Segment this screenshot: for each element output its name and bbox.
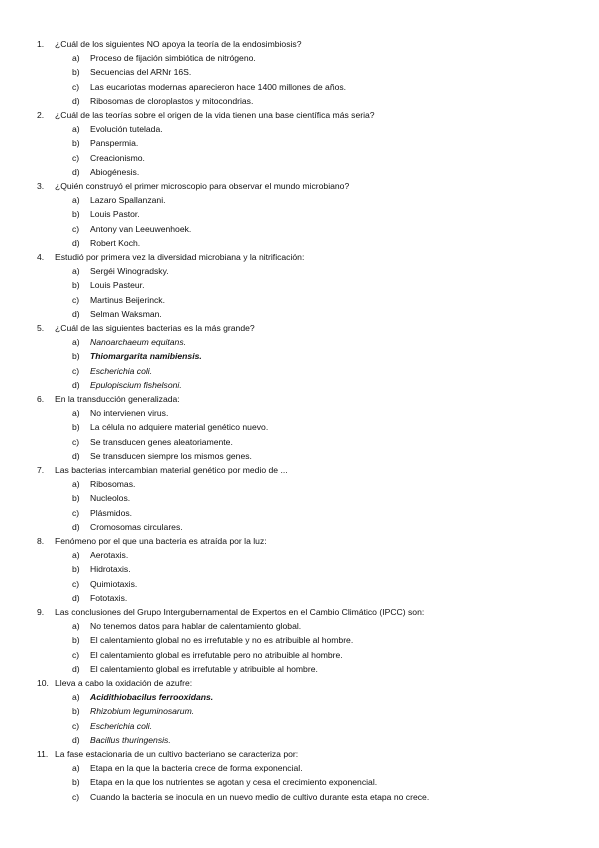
option-letter: a)	[72, 692, 80, 703]
option-text: Cromosomas circulares.	[90, 521, 183, 532]
option-letter: c)	[72, 649, 80, 660]
option-text: Louis Pastor.	[90, 209, 140, 220]
option-text: Hidrotaxis.	[90, 564, 131, 575]
option-letter: a)	[72, 763, 80, 774]
option-letter: d)	[72, 592, 80, 603]
option-text: Bacillus thuringensis.	[90, 734, 171, 745]
question-number: 3.	[37, 181, 45, 191]
option-letter: a)	[72, 550, 80, 561]
option-letter: b)	[72, 777, 80, 788]
option-text: No tenemos datos para hablar de calentamiento global.	[90, 621, 302, 632]
question-text: ¿Cuál de los siguientes NO apoya la teoría de la endosimbiosis?	[55, 39, 302, 49]
option-text: Plásmidos.	[90, 507, 133, 518]
option-text: Sergéi Winogradsky.	[90, 266, 169, 277]
option-letter: d)	[72, 734, 80, 745]
question-text: Fenómeno por el que una bacteria es atraída por la luz:	[55, 536, 267, 546]
option-letter: d)	[72, 521, 80, 532]
option-text: Ribosomas.	[90, 479, 136, 490]
option-text: Nanoarchaeum equitans.	[90, 337, 187, 348]
question-number: 9.	[37, 607, 45, 617]
option-letter: b)	[72, 422, 80, 433]
option-letter: b)	[72, 564, 80, 575]
question-number: 2.	[37, 110, 45, 120]
option-letter: b)	[72, 280, 80, 291]
question-text: Estudió por primera vez la diversidad microbiana y la nitrificación:	[55, 252, 305, 262]
option-text: Louis Pasteur.	[90, 280, 145, 291]
question-text: La fase estacionaria de un cultivo bacteriano se caracteriza por:	[55, 749, 299, 759]
option-letter: b)	[72, 209, 80, 220]
option-letter: c)	[72, 365, 80, 376]
option-text: Se transducen siempre los mismos genes.	[90, 450, 252, 461]
question-number: 1.	[37, 39, 45, 49]
option-text: Cuando la bacteria se inocula en un nuevo medio de cultivo durante esta etapa no crece.	[90, 791, 430, 802]
option-text: Etapa en la que la bacteria crece de forma exponencial.	[90, 763, 303, 774]
option-text: Panspermia.	[90, 138, 139, 149]
question-number: 6.	[37, 394, 45, 404]
option-letter: c)	[72, 720, 80, 731]
option-letter: d)	[72, 308, 80, 319]
question-text: ¿Cuál de las siguientes bacterias es la más grande?	[55, 323, 255, 333]
option-text: El calentamiento global es irrefutable y atribuible al hombre.	[90, 663, 318, 674]
option-letter: d)	[72, 663, 80, 674]
option-text: Fototaxis.	[90, 592, 128, 603]
option-letter: a)	[72, 408, 80, 419]
question-number: 5.	[37, 323, 45, 333]
question-text: Las conclusiones del Grupo Intergubernamental de Expertos en el Cambio Climático (IPCC) son:	[55, 607, 425, 617]
option-letter: a)	[72, 53, 80, 64]
option-letter: c)	[72, 81, 80, 92]
option-text: Robert Koch.	[90, 237, 141, 248]
option-letter: c)	[72, 152, 80, 163]
option-letter: c)	[72, 223, 80, 234]
option-text: Creacionismo.	[90, 152, 145, 163]
option-letter: c)	[72, 507, 80, 518]
option-text: Las eucariotas modernas aparecieron hace 1400 millones de años.	[90, 81, 347, 92]
question-number: 8.	[37, 536, 45, 546]
option-text: Martinus Beijerinck.	[90, 294, 165, 305]
option-text: La célula no adquiere material genético nuevo.	[90, 422, 269, 433]
option-letter: d)	[72, 95, 80, 106]
option-text: Quimiotaxis.	[90, 578, 138, 589]
option-letter: b)	[72, 706, 80, 717]
option-text: Rhizobium leguminosarum.	[90, 706, 195, 717]
option-text: Nucleolos.	[90, 493, 131, 504]
option-text: Evolución tutelada.	[90, 124, 163, 135]
question-number: 11.	[37, 749, 49, 759]
option-text: Aerotaxis.	[90, 550, 129, 561]
option-letter: a)	[72, 621, 80, 632]
option-text: Escherichia coli.	[90, 365, 153, 376]
option-text: Ribosomas de cloroplastos y mitocondrias.	[90, 95, 254, 106]
option-text: Secuencias del ARNr 16S.	[90, 67, 192, 78]
question-text: En la transducción generalizada:	[55, 394, 180, 404]
option-letter: a)	[72, 337, 80, 348]
option-text: El calentamiento global no es irrefutable y no es atribuible al hombre.	[90, 635, 354, 646]
option-letter: b)	[72, 493, 80, 504]
option-letter: c)	[72, 436, 80, 447]
option-letter: d)	[72, 237, 80, 248]
option-text: Se transducen genes aleatoriamente.	[90, 436, 233, 447]
option-text: No intervienen virus.	[90, 408, 169, 419]
question-number: 4.	[37, 252, 45, 262]
option-text: Antony van Leeuwenhoek.	[90, 223, 192, 234]
option-letter: a)	[72, 479, 80, 490]
option-letter: a)	[72, 195, 80, 206]
option-text: Escherichia coli.	[90, 720, 153, 731]
option-letter: b)	[72, 67, 80, 78]
option-text: Thiomargarita namibiensis.	[90, 351, 202, 362]
question-text: ¿Quién construyó el primer microscopio para observar el mundo microbiano?	[55, 181, 350, 191]
option-letter: b)	[72, 635, 80, 646]
question-text: Las bacterias intercambian material genético por medio de ...	[55, 465, 288, 475]
option-letter: d)	[72, 166, 80, 177]
option-text: Proceso de fijación simbiótica de nitrógeno.	[90, 53, 256, 64]
question-number: 7.	[37, 465, 45, 475]
option-letter: b)	[72, 138, 80, 149]
option-letter: d)	[72, 450, 80, 461]
option-letter: a)	[72, 124, 80, 135]
option-text: Lazaro Spallanzani.	[90, 195, 166, 206]
option-text: Etapa en la que los nutrientes se agotan y cesa el crecimiento exponencial.	[90, 777, 378, 788]
option-text: Abiogénesis.	[90, 166, 140, 177]
option-letter: c)	[72, 791, 80, 802]
option-letter: b)	[72, 351, 80, 362]
option-letter: d)	[72, 379, 80, 390]
option-letter: c)	[72, 294, 80, 305]
question-number: 10.	[37, 678, 49, 688]
question-text: Lleva a cabo la oxidación de azufre:	[55, 678, 193, 688]
option-text: Selman Waksman.	[90, 308, 162, 319]
option-text: El calentamiento global es irrefutable pero no atribuible al hombre.	[90, 649, 343, 660]
option-letter: c)	[72, 578, 80, 589]
option-letter: a)	[72, 266, 80, 277]
option-text: Epulopiscium fishelsoni.	[90, 379, 182, 390]
option-text: Acidithiobacilus ferrooxidans.	[90, 692, 214, 703]
question-text: ¿Cuál de las teorías sobre el origen de la vida tienen una base científica más seria?	[55, 110, 375, 120]
